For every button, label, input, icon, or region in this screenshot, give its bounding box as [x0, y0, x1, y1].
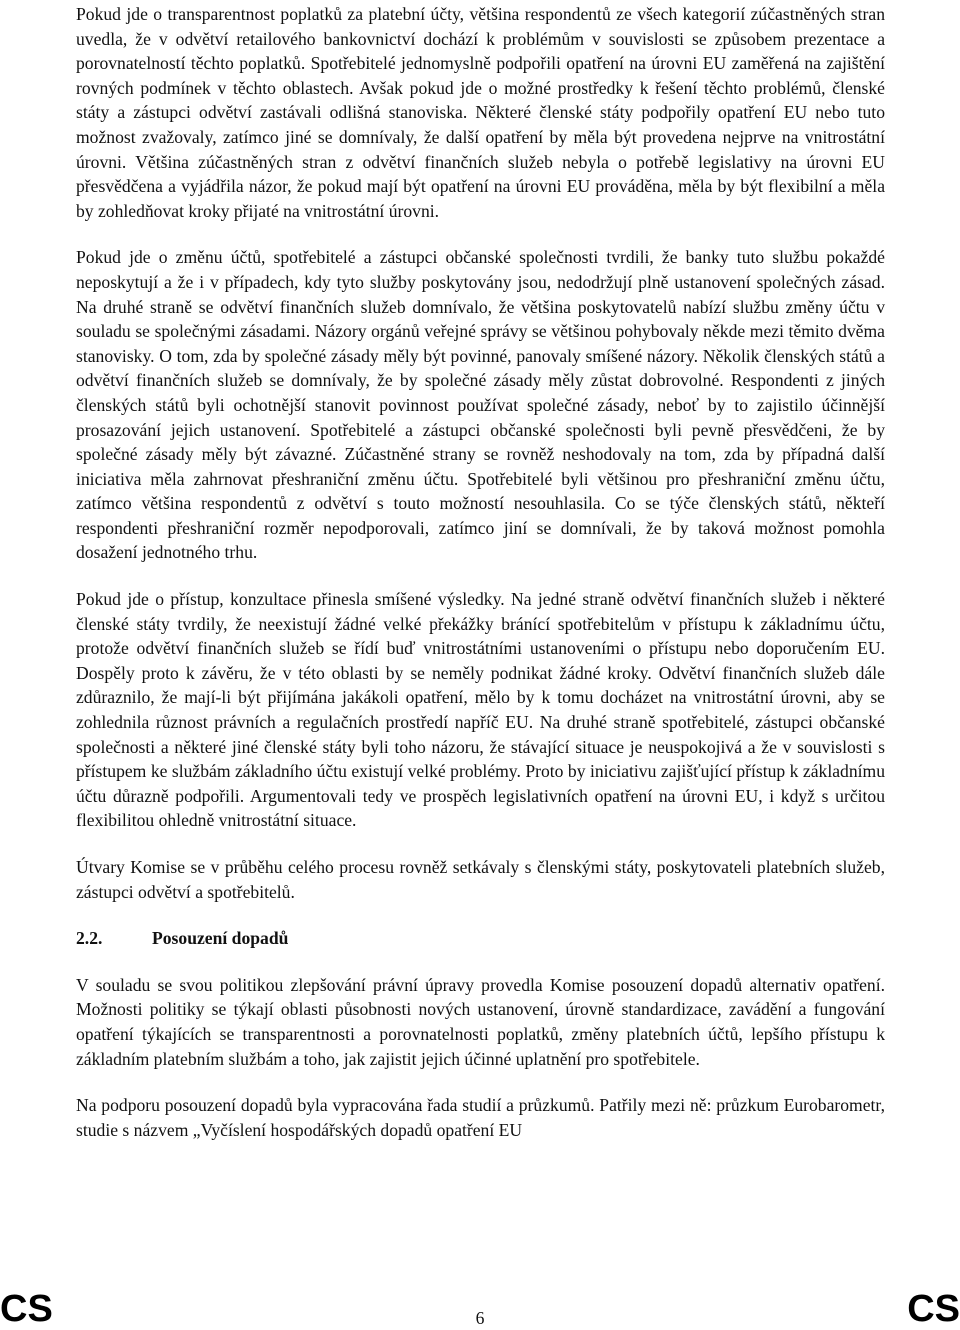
paragraph-access: Pokud jde o přístup, konzultace přinesla smíšené výsledky. Na jedné straně odvětví finančních služeb i některé členské státy tvrdily, že neexistují žádné velké překážky bránící spotřebitelům v přístupu k základnímu účtu, protože odvětví finančních služeb se řídí buď vnitrostátními ustanoveními o přístupu nebo doporučením EU. Dospěly proto k závěru, že v této oblasti by se neměly podnikat žádné kroky. Odvětví finančních služeb dále zdůraznilo, že mají-li být přijímána jakákoli opatření, mělo by k tomu docházet na vnitrostátní úrovni, aby se zohlednila různost právních a regulačních prostředí napříč EU. Na druhé straně spotřebitelé, zástupci občanské společnosti a některé jiné členské státy byli toho názoru, že stávající situace je neuspokojivá a že v souvislosti s přístupem ke službám základního účtu existují velké problémy. Proto by iniciativu zajišťující přístup k základnímu účtu důrazně podpořili. Argumentovali tedy ve prospěch legislativních opatření na úrovni EU, i když s určitou flexibilitou ohledně vnitrostátní situace.	[76, 589, 885, 831]
page-number: 6	[475, 1308, 485, 1328]
paragraph-commission-meetings: Útvary Komise se v průběhu celého procesu rovněž setkávaly s členskými státy, poskytovateli platebních služeb, zástupci odvětví a spotřebitelů.	[76, 857, 885, 902]
section-title: Posouzení dopadů	[152, 928, 289, 949]
language-code-right: CS	[907, 1288, 960, 1330]
paragraph-account-switching: Pokud jde o změnu účtů, spotřebitelé a zástupci občanské společnosti tvrdili, že banky tuto službu pokaždé neposkytují a že i v případech, kdy tyto služby poskytovány jsou, nedodržují plně ustanovení společných zásad. Na druhé straně se odvětví finančních služeb domnívalo, že většina poskytovatelů nabízí službu změny účtu v souladu se společnými zásadami. Názory orgánů veřejné správy se většinou pohybovaly někde mezi těmito dvěma stanovisky. O tom, zda by společné zásady měly být povinné, panovaly smíšené názory. Několik členských států a odvětví finančních služeb se domnívaly, že by společné zásady měly zůstat dobrovolné. Respondenti z jiných členských států byli ochotnější stanovit povinnost používat společné zásady, neboť by to zajistilo účinnější prosazování jejich ustanovení. Spotřebitelé a zástupci občanské společnosti byli pevně přesvědčeni, že by společné zásady měly být závazné. Zúčastněné strany se rovněž neshodovaly na tom, zda by případná další iniciativa měla zahrnovat přeshraniční změnu účtu. Spotřebitelé byli většinou pro přeshraniční změnu účtu, zatímco většina respondentů z odvětví s touto možností nesouhlasila. Co se týče členských států, někteří respondenti přeshraniční rozměr nepodporovali, zatímco jiní se domnívali, že by taková možnost pomohla dosažení jednotného trhu.	[76, 247, 885, 563]
section-heading	[76, 926, 885, 951]
paragraph-studies: Na podporu posouzení dopadů byla vypracována řada studií a průzkumů. Patřily mezi ně: průzkum Eurobarometr, studie s názvem „Vyčíslení hospodářských dopadů opatření EU	[76, 1095, 885, 1140]
section-number: 2.2.	[76, 928, 103, 949]
paragraph-impact-assessment: V souladu se svou politikou zlepšování právní úpravy provedla Komise posouzení dopadů alternativ opatření. Možnosti politiky se týkají oblasti působnosti nových ustanovení, úrovně standardizace, zavádění a fungování opatření týkajících se transparentnosti a porovnatelnosti poplatků, změny platebních účtů, lepšího přístupu k základním platebním službám a toho, jak zajistit jejich účinné uplatnění pro spotřebitele.	[76, 974, 885, 1069]
paragraph-fee-transparency: Pokud jde o transparentnost poplatků za platební účty, většina respondentů ze všech kategorií zúčastněných stran uvedla, že v odvětví retailového bankovnictví dochází k problémům v souvislosti se způsobem prezentace a porovnatelností těchto poplatků. Spotřebitelé jednomyslně podpořili opatření na úrovni EU zaměřená na zajištění rovných podmínek v těchto oblastech. Avšak pokud jde o možné prostředky k řešení těchto problémů, členské státy a zástupci odvětví zastávali odlišná stanoviska. Některé členské státy podpořily opatření EU nebo tuto možnost zvažovaly, zatímco jiné se domnívaly, že další opatření by měla být provedena nejprve na vnitrostátní úrovni. Většina zúčastněných stran z odvětví finančních služeb nebyla o potřebě legislativy na úrovni EU přesvědčena a vyjádřila názor, že pokud mají být opatření na úrovni EU prováděna, měla by být flexibilní a měla by zohledňovat kroky přijaté na vnitrostátní úrovni.	[76, 4, 885, 221]
document-body	[76, 0, 885, 1164]
language-code-left: CS	[0, 1288, 53, 1330]
